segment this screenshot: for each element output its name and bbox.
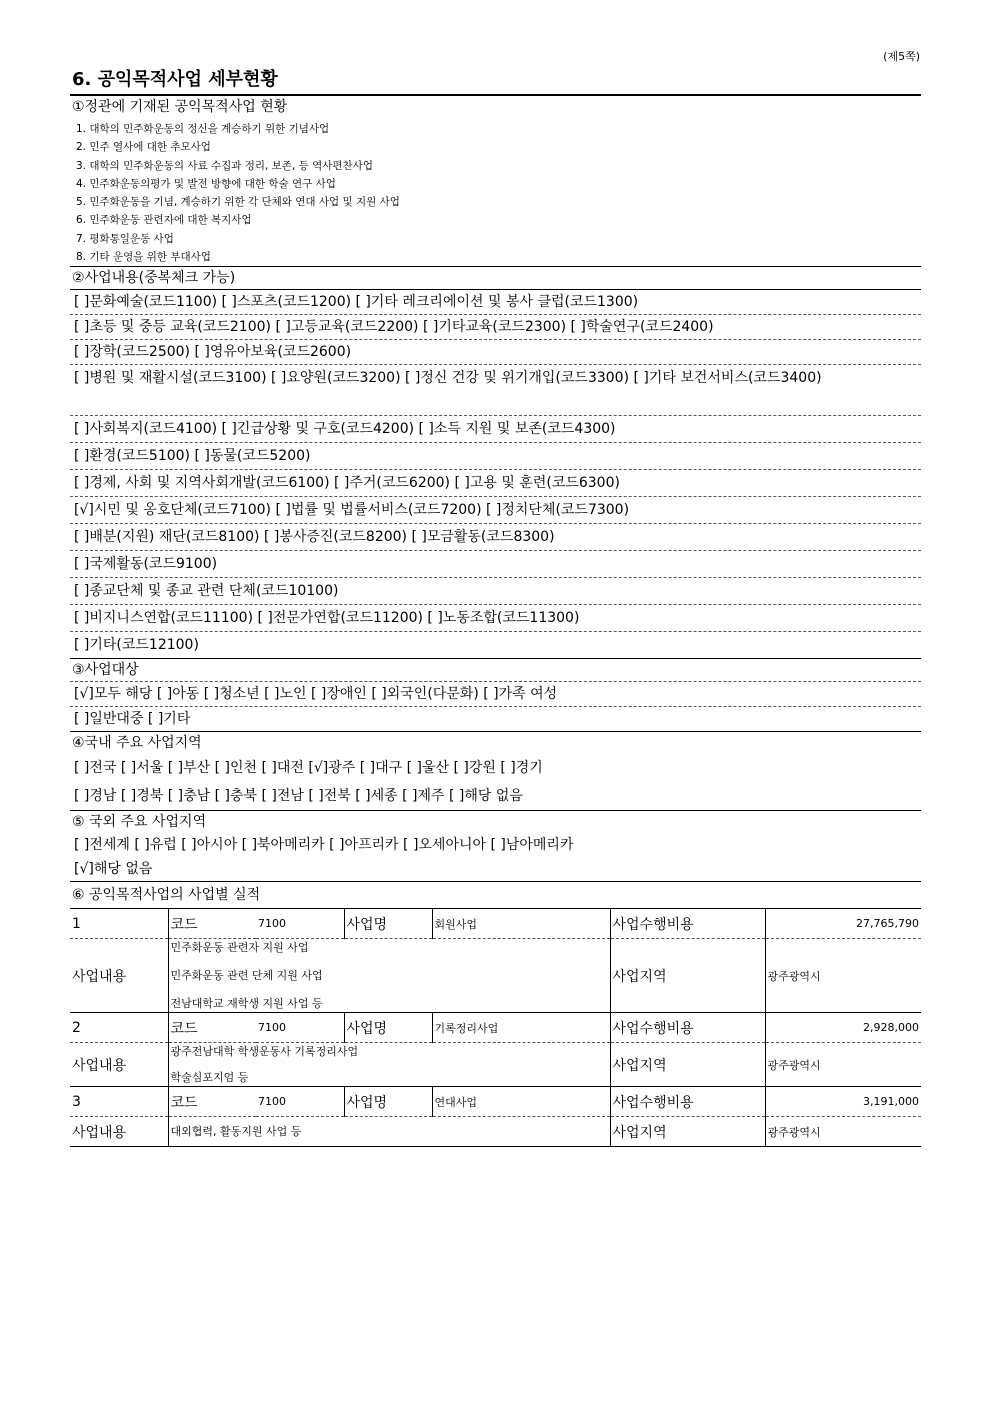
project-number: 2 — [70, 1013, 168, 1043]
checkbox-row[interactable]: [ ]환경(코드5100) [ ]동물(코드5200) — [70, 443, 921, 470]
code-label: 코드 — [168, 1087, 256, 1117]
checkbox-row[interactable]: [ ]기타(코드12100) — [70, 632, 921, 659]
code-value: 7100 — [256, 909, 344, 939]
checkbox-row[interactable]: [ ]문화예술(코드1100) [ ]스포츠(코드1200) [ ]기타 레크리에이션 및 봉사 클럽(코드1300) — [70, 290, 921, 315]
list-item: 8. 기타 운영을 위한 부대사업 — [76, 251, 211, 264]
list-item: 1. 대학의 민주화운동의 정신을 계승하기 위한 기념사업 — [76, 123, 330, 135]
table-row — [70, 939, 921, 1013]
content-value — [168, 939, 610, 1013]
checkbox-row[interactable]: [ ]국제활동(코드9100) — [70, 551, 921, 578]
name-label: 사업명 — [344, 909, 432, 939]
content-line: 민주화운동 관련 단체 지원 사업 — [170, 968, 323, 982]
cost-value: 27,765,790 — [765, 909, 921, 939]
content-label: 사업내용 — [70, 1043, 168, 1087]
region-value: 광주광역시 — [765, 1117, 921, 1147]
checkbox-row[interactable]: [ ]전국 [ ]서울 [ ]부산 [ ]인천 [ ]대전 [√]광주 [ ]대구 [ ]울산 [ ]강원 [ ]경기 — [74, 760, 543, 777]
region-label: 사업지역 — [610, 1117, 765, 1147]
checkbox-row[interactable]: [ ]비지니스연합(코드11100) [ ]전문가연합(코드11200) [ ]노동조합(코드11300) — [70, 605, 921, 632]
name-label: 사업명 — [344, 1013, 432, 1043]
checkbox-row[interactable]: [ ]경제, 사회 및 지역사회개발(코드6100) [ ]주거(코드6200) [ ]고용 및 훈련(코드6300) — [70, 470, 921, 497]
content-line: 학술심포지엄 등 — [170, 1070, 249, 1084]
content-label: 사업내용 — [70, 1117, 168, 1147]
cost-value: 2,928,000 — [765, 1013, 921, 1043]
checkbox-row[interactable]: [ ]장학(코드2500) [ ]영유아보육(코드2600) — [70, 340, 921, 365]
list-item: 2. 민주 열사에 대한 추모사업 — [76, 141, 211, 154]
checkbox-row[interactable]: [ ]배분(지원) 재단(코드8100) [ ]봉사증진(코드8200) [ ]모금활동(코드8300) — [70, 524, 921, 551]
page-number: (제5쪽) — [883, 50, 920, 63]
list-item: 7. 평화통일운동 사업 — [76, 232, 174, 245]
list-item: 4. 민주화운동의평가 및 발전 방향에 대한 학술 연구 사업 — [76, 177, 336, 190]
domestic-region-heading: ④국내 주요 사업지역 — [72, 735, 202, 752]
checkbox-row[interactable]: [√]모두 해당 [ ]아동 [ ]청소년 [ ]노인 [ ]장애인 [ ]외국인(다문화) [ ]가족 여성 — [70, 681, 921, 707]
region-label: 사업지역 — [610, 939, 765, 1013]
checkbox-row[interactable]: [ ]종교단체 및 종교 관련 단체(코드10100) — [70, 578, 921, 605]
overseas-region-heading: ⑤ 국외 주요 사업지역 — [72, 814, 207, 831]
content-label: 사업내용 — [70, 939, 168, 1013]
section-title: 6. 공익목적사업 세부현황 — [70, 66, 921, 96]
region-value: 광주광역시 — [765, 939, 921, 1013]
project-number: 1 — [70, 909, 168, 939]
cost-label: 사업수행비용 — [610, 1013, 765, 1043]
content-line: 전남대학교 재학생 지원 사업 등 — [170, 996, 323, 1010]
table-row — [70, 1087, 921, 1117]
content-line: 광주전남대학 학생운동사 기록정리사업 — [170, 1044, 359, 1058]
checkbox-row[interactable]: [ ]사회복지(코드4100) [ ]긴급상황 및 구호(코드4200) [ ]소득 지원 및 보존(코드4300) — [70, 416, 921, 443]
code-label: 코드 — [168, 1013, 256, 1043]
list-item: 6. 민주화운동 관련자에 대한 복지사업 — [76, 214, 252, 227]
content-line: 대외협력, 활동지원 사업 등 — [170, 1124, 302, 1138]
checkbox-row[interactable]: [√]해당 없음 — [70, 857, 921, 882]
cost-label: 사업수행비용 — [610, 1087, 765, 1117]
table-row — [70, 909, 921, 939]
checkbox-row[interactable]: [√]시민 및 옹호단체(코드7100) [ ]법률 및 법률서비스(코드7200) [ ]정치단체(코드7300) — [70, 497, 921, 524]
content-line: 민주화운동 관련자 지원 사업 — [170, 940, 309, 954]
table-row — [70, 1117, 921, 1147]
cost-label: 사업수행비용 — [610, 909, 765, 939]
project-number: 3 — [70, 1087, 168, 1117]
table-row — [70, 1043, 921, 1087]
articles-heading: ①정관에 기재된 공익목적사업 현황 — [72, 99, 288, 115]
performance-heading: ⑥ 공익목적사업의 사업별 실적 — [72, 887, 261, 904]
region-value: 광주광역시 — [765, 1043, 921, 1087]
target-heading: ③사업대상 — [72, 662, 139, 679]
business-content-heading: ②사업내용(중복체크 가능) — [70, 267, 921, 290]
region-label: 사업지역 — [610, 1043, 765, 1087]
name-value: 연대사업 — [432, 1087, 610, 1117]
checkbox-row[interactable]: [ ]병원 및 재활시설(코드3100) [ ]요양원(코드3200) [ ]정신 건강 및 위기개입(코드3300) [ ]기타 보건서비스(코드3400) — [70, 365, 921, 416]
list-item: 3. 대학의 민주화운동의 사료 수집과 정리, 보존, 등 역사편찬사업 — [76, 159, 373, 172]
name-value: 회원사업 — [432, 909, 610, 939]
code-value: 7100 — [256, 1013, 344, 1043]
code-value: 7100 — [256, 1087, 344, 1117]
content-value — [168, 1043, 610, 1087]
checkbox-row[interactable]: [ ]일반대중 [ ]기타 — [70, 707, 921, 732]
checkbox-row[interactable]: [ ]초등 및 중등 교육(코드2100) [ ]고등교육(코드2200) [ ]기타교육(코드2300) [ ]학술연구(코드2400) — [70, 315, 921, 340]
performance-table — [70, 908, 921, 1147]
checkbox-row[interactable]: [ ]전세계 [ ]유럽 [ ]아시아 [ ]북아메리카 [ ]아프리카 [ ]오세아니아 [ ]남아메리카 — [74, 837, 574, 854]
table-row — [70, 1013, 921, 1043]
articles-list — [70, 118, 921, 267]
public-interest-section — [70, 66, 921, 1147]
content-value — [168, 1117, 610, 1147]
name-label: 사업명 — [344, 1087, 432, 1117]
name-value: 기록정리사업 — [432, 1013, 610, 1043]
list-item: 5. 민주화운동을 기념, 계승하기 위한 각 단체와 연대 사업 및 지원 사업 — [76, 196, 400, 209]
cost-value: 3,191,000 — [765, 1087, 921, 1117]
checkbox-row[interactable]: [ ]경남 [ ]경북 [ ]충남 [ ]충북 [ ]전남 [ ]전북 [ ]세종 [ ]제주 [ ]해당 없음 — [70, 782, 921, 811]
code-label: 코드 — [168, 909, 256, 939]
